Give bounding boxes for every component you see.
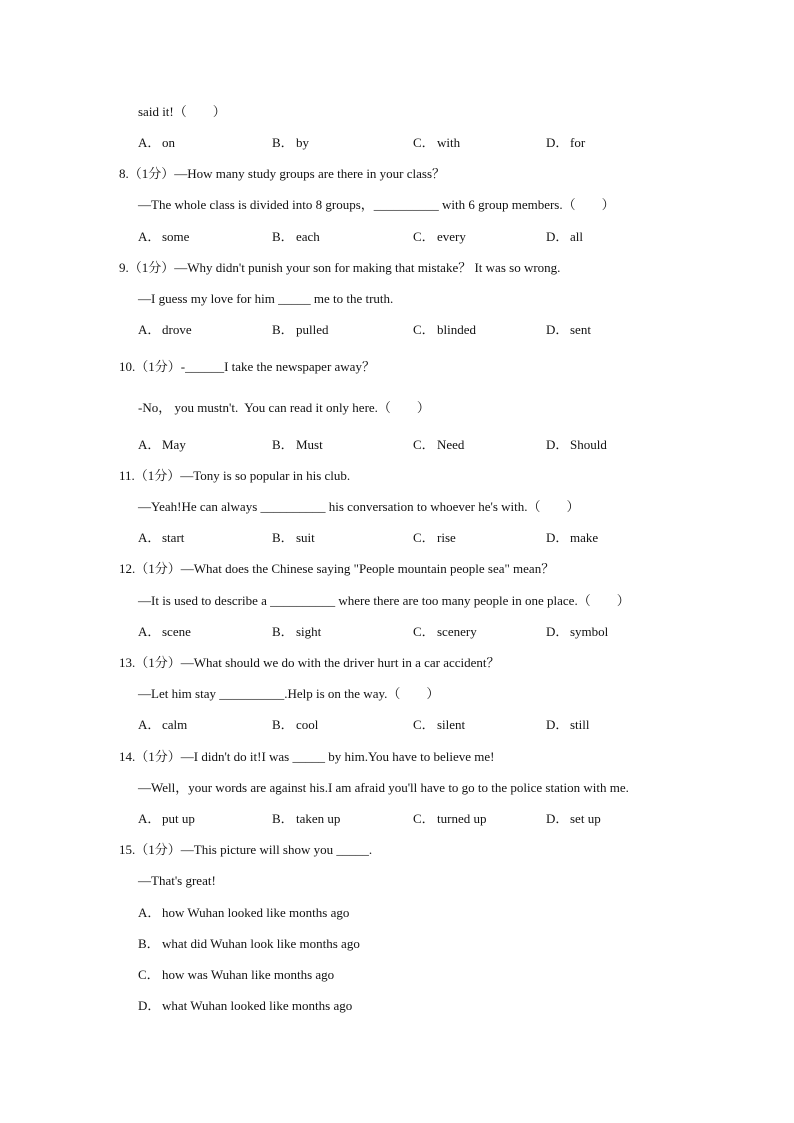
option-letter: D． bbox=[546, 811, 569, 826]
option-letter: D． bbox=[546, 717, 569, 732]
question-13-stem: 13.（1分）—What should we do with the driver hurt in a car accident？ bbox=[119, 655, 500, 670]
option-letter: C． bbox=[413, 229, 435, 244]
option-letter: C． bbox=[413, 717, 435, 732]
option-letter: D． bbox=[546, 437, 569, 452]
q13-option-d[interactable] bbox=[546, 717, 590, 733]
q8-option-d[interactable] bbox=[546, 229, 583, 245]
option-letter: A． bbox=[138, 322, 161, 337]
option-letter: D． bbox=[546, 229, 569, 244]
option-text: with bbox=[437, 135, 461, 150]
option-text: what did Wuhan look like months ago bbox=[162, 936, 360, 951]
option-letter: B． bbox=[272, 811, 294, 826]
q12-option-c[interactable] bbox=[413, 624, 477, 640]
question-14-reply: —Well，your words are against his.I am afraid you'll have to go to the police station with me. bbox=[138, 780, 629, 795]
question-11-reply: —Yeah!He can always __________ his conversation to whoever he's with.（ ） bbox=[138, 499, 580, 514]
question-15-reply: —That's great! bbox=[138, 873, 216, 888]
option-text: Must bbox=[296, 437, 323, 452]
question-10-stem: 10.（1分）-______I take the newspaper away？ bbox=[119, 359, 375, 374]
option-letter: A． bbox=[138, 624, 161, 639]
q7-option-d[interactable] bbox=[546, 135, 585, 151]
option-text: Need bbox=[437, 437, 465, 452]
option-letter: A． bbox=[138, 811, 161, 826]
q10-option-a[interactable] bbox=[138, 437, 186, 453]
option-text: by bbox=[296, 135, 309, 150]
option-letter: C． bbox=[413, 135, 435, 150]
option-letter: D． bbox=[138, 998, 161, 1013]
option-text: calm bbox=[162, 717, 188, 732]
option-letter: B． bbox=[272, 717, 294, 732]
q14-option-a[interactable] bbox=[138, 811, 195, 827]
option-text: suit bbox=[296, 530, 315, 545]
q7-option-a[interactable] bbox=[138, 135, 175, 151]
q13-option-c[interactable] bbox=[413, 717, 465, 733]
option-text: Should bbox=[570, 437, 607, 452]
option-letter: A． bbox=[138, 717, 161, 732]
q15-option-a[interactable] bbox=[138, 905, 349, 921]
q9-option-d[interactable] bbox=[546, 322, 591, 338]
option-text: silent bbox=[437, 717, 466, 732]
option-letter: D． bbox=[546, 322, 569, 337]
q13-option-b[interactable] bbox=[272, 717, 318, 733]
q9-option-b[interactable] bbox=[272, 322, 329, 338]
option-text: still bbox=[570, 717, 590, 732]
option-text: put up bbox=[162, 811, 195, 826]
option-text: for bbox=[570, 135, 586, 150]
option-text: how Wuhan looked like months ago bbox=[162, 905, 350, 920]
option-text: drove bbox=[162, 322, 192, 337]
option-text: sent bbox=[570, 322, 591, 337]
option-letter: A． bbox=[138, 530, 161, 545]
question-10-reply: -No， you mustn't. You can read it only here.（ ） bbox=[138, 400, 430, 415]
q11-option-d[interactable] bbox=[546, 530, 598, 546]
option-letter: A． bbox=[138, 437, 161, 452]
option-letter: C． bbox=[413, 437, 435, 452]
option-text: some bbox=[162, 229, 190, 244]
q8-option-b[interactable] bbox=[272, 229, 320, 245]
question-9-stem: 9.（1分）—Why didn't punish your son for making that mistake？ It was so wrong. bbox=[119, 260, 561, 275]
question-8-stem: 8.（1分）—How many study groups are there in your class？ bbox=[119, 166, 446, 181]
option-letter: B． bbox=[272, 437, 294, 452]
q11-option-a[interactable] bbox=[138, 530, 184, 546]
question-12-stem: 12.（1分）—What does the Chinese saying "People mountain people sea" mean？ bbox=[119, 561, 555, 576]
option-letter: D． bbox=[546, 530, 569, 545]
q15-option-c[interactable] bbox=[138, 967, 334, 983]
q13-option-a[interactable] bbox=[138, 717, 187, 733]
option-letter: D． bbox=[546, 135, 569, 150]
q15-option-b[interactable] bbox=[138, 936, 360, 952]
option-text: make bbox=[570, 530, 599, 545]
q12-option-a[interactable] bbox=[138, 624, 191, 640]
option-text: on bbox=[162, 135, 175, 150]
q9-option-a[interactable] bbox=[138, 322, 192, 338]
question-14-stem: 14.（1分）—I didn't do it!I was _____ by him.You have to believe me! bbox=[119, 749, 495, 764]
option-letter: B． bbox=[138, 936, 160, 951]
option-text: May bbox=[162, 437, 186, 452]
option-letter: C． bbox=[413, 624, 435, 639]
option-letter: A． bbox=[138, 229, 161, 244]
option-text: pulled bbox=[296, 322, 329, 337]
q12-option-d[interactable] bbox=[546, 624, 608, 640]
q8-option-a[interactable] bbox=[138, 229, 189, 245]
option-letter: B． bbox=[272, 624, 294, 639]
q14-option-d[interactable] bbox=[546, 811, 601, 827]
option-text: start bbox=[162, 530, 185, 545]
option-letter: C． bbox=[413, 811, 435, 826]
option-text: how was Wuhan like months ago bbox=[162, 967, 335, 982]
q11-option-c[interactable] bbox=[413, 530, 456, 546]
question-9-reply: —I guess my love for him _____ me to the truth. bbox=[138, 291, 394, 306]
q10-option-d[interactable] bbox=[546, 437, 607, 453]
q14-option-b[interactable] bbox=[272, 811, 340, 827]
option-letter: B． bbox=[272, 530, 294, 545]
option-text: set up bbox=[570, 811, 601, 826]
option-letter: A． bbox=[138, 905, 161, 920]
option-letter: B． bbox=[272, 322, 294, 337]
q15-option-d[interactable] bbox=[138, 998, 352, 1014]
q10-option-b[interactable] bbox=[272, 437, 323, 453]
q14-option-c[interactable] bbox=[413, 811, 486, 827]
option-text: all bbox=[570, 229, 583, 244]
question-13-reply: —Let him stay __________.Help is on the way.（ ） bbox=[138, 686, 440, 701]
option-text: each bbox=[296, 229, 320, 244]
q11-option-b[interactable] bbox=[272, 530, 315, 546]
option-text: sight bbox=[296, 624, 322, 639]
q8-option-c[interactable] bbox=[413, 229, 466, 245]
option-letter: C． bbox=[413, 322, 435, 337]
q9-option-c[interactable] bbox=[413, 322, 476, 338]
option-text: cool bbox=[296, 717, 319, 732]
option-letter: B． bbox=[272, 229, 294, 244]
option-letter: A． bbox=[138, 135, 161, 150]
q10-option-c[interactable] bbox=[413, 437, 464, 453]
question-12-reply: —It is used to describe a __________ where there are too many people in one place.（ ） bbox=[138, 593, 630, 608]
option-letter: B． bbox=[272, 135, 294, 150]
option-letter: D． bbox=[546, 624, 569, 639]
option-letter: C． bbox=[413, 530, 435, 545]
option-text: turned up bbox=[437, 811, 487, 826]
option-text: scene bbox=[162, 624, 191, 639]
question-7-stem-fragment: said it!（ ） bbox=[138, 104, 226, 119]
option-letter: C． bbox=[138, 967, 160, 982]
option-text: blinded bbox=[437, 322, 476, 337]
option-text: taken up bbox=[296, 811, 341, 826]
question-11-stem: 11.（1分）—Tony is so popular in his club. bbox=[119, 468, 351, 483]
option-text: what Wuhan looked like months ago bbox=[162, 998, 353, 1013]
option-text: rise bbox=[437, 530, 456, 545]
q7-option-b[interactable] bbox=[272, 135, 309, 151]
question-8-reply: —The whole class is divided into 8 groups，__________ with 6 group members.（ ） bbox=[138, 197, 615, 212]
option-text: symbol bbox=[570, 624, 609, 639]
question-15-stem: 15.（1分）—This picture will show you _____. bbox=[119, 842, 373, 857]
option-text: scenery bbox=[437, 624, 477, 639]
q12-option-b[interactable] bbox=[272, 624, 321, 640]
q7-option-c[interactable] bbox=[413, 135, 460, 151]
option-text: every bbox=[437, 229, 466, 244]
